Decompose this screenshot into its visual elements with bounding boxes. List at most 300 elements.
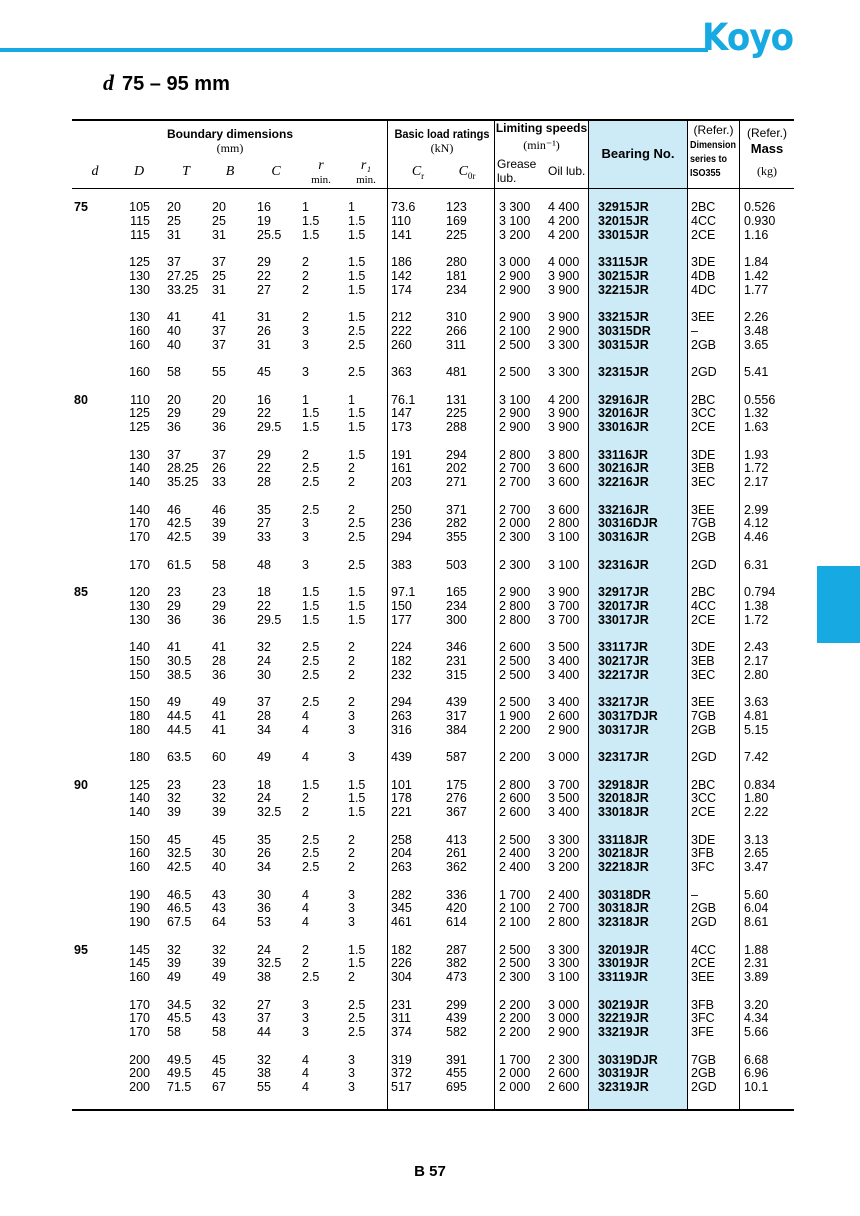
cell-Cr: 374 [391, 1025, 412, 1039]
cell-r1: 2 [348, 832, 355, 847]
cell-C0r: 473 [446, 970, 467, 984]
cell-mass: 1.42 [744, 268, 769, 283]
cell-grease: 2 500 [499, 337, 531, 352]
cell-mass: 1.77 [744, 282, 769, 297]
cell-bearing: 32216JR [598, 475, 649, 489]
cell-B: 30 [212, 846, 226, 861]
cell-oil: 3 000 [548, 1011, 580, 1026]
cell-r1: 2 [348, 502, 355, 517]
cell-T: 46.5 [167, 901, 192, 916]
cell-r1: 3 [348, 722, 355, 737]
cell-grease: 2 300 [499, 530, 531, 544]
cell-bearing: 30315DR [598, 323, 651, 338]
cell-grease: 2 900 [499, 268, 531, 283]
cell-C0r: 131 [446, 392, 467, 407]
cell-C0r: 311 [446, 337, 466, 352]
cell-B: 41 [212, 708, 226, 723]
cell-oil: 4 400 [548, 200, 580, 214]
cell-mass: 0.556 [744, 392, 776, 407]
cell-dim-series: 3FB [691, 997, 714, 1012]
cell-grease: 2 900 [499, 420, 531, 434]
cell-oil: 2 800 [548, 915, 580, 929]
cell-bearing: 32317JR [598, 750, 649, 764]
cell-grease: 2 200 [499, 1025, 531, 1039]
cell-C0r: 282 [446, 516, 467, 531]
cell-grease: 2 800 [499, 598, 531, 613]
cell-r1: 1.5 [348, 942, 366, 957]
cell-mass: 0.834 [744, 777, 776, 792]
cell-oil: 3 300 [548, 956, 580, 971]
cell-C0r: 420 [446, 901, 467, 916]
cell-T: 29 [167, 598, 181, 613]
cell-C0r: 455 [446, 1066, 467, 1081]
cell-Cr: 258 [391, 832, 412, 847]
cell-bearing: 32218JR [598, 860, 649, 874]
cell-grease: 2 700 [499, 475, 531, 489]
cell-grease: 2 100 [499, 915, 531, 929]
cell-oil: 2 600 [548, 1080, 580, 1094]
cell-grease: 2 400 [499, 860, 531, 874]
cell-r: 3 [302, 1025, 309, 1039]
cell-grease: 1 900 [499, 708, 531, 723]
cell-B: 39 [212, 530, 226, 544]
cell-dim-series: 2GD [691, 365, 717, 379]
cell-oil: 3 600 [548, 461, 580, 476]
cell-dim-series: 7GB [691, 1052, 717, 1067]
title-symbol: d [103, 70, 114, 95]
cell-T: 58 [167, 365, 181, 379]
cell-r: 2 [302, 255, 309, 269]
cell-oil: 3 900 [548, 310, 580, 324]
cell-mass: 2.99 [744, 502, 769, 517]
cell-D: 125 [129, 777, 150, 792]
cell-C: 22 [257, 461, 271, 476]
cell-dim-series: 2GB [691, 722, 717, 737]
cell-B: 58 [212, 557, 226, 572]
cell-grease: 2 200 [499, 750, 531, 764]
cell-D: 110 [130, 392, 150, 407]
cell-D: 140 [129, 475, 150, 489]
cell-mass: 6.04 [744, 901, 769, 916]
cell-dim-series: 2GD [691, 557, 717, 572]
cell-D: 130 [129, 268, 150, 283]
cell-grease: 2 300 [499, 970, 531, 984]
cell-r1: 3 [348, 750, 355, 764]
cell-oil: 3 200 [548, 846, 580, 861]
cell-Cr: 304 [391, 970, 412, 984]
cell-C: 30 [257, 667, 271, 682]
cell-bearing: 33015JR [598, 227, 649, 242]
cell-r: 4 [302, 887, 309, 902]
cell-bearing: 30216JR [598, 461, 649, 476]
cell-C0r: 225 [446, 406, 467, 421]
cell-r1: 1.5 [348, 268, 366, 283]
cell-dim-series: 3CC [691, 406, 717, 421]
cell-T: 23 [167, 585, 181, 599]
cell-B: 25 [212, 268, 226, 283]
header-r1-min: min. [356, 174, 376, 186]
cell-dim-series: 4CC [691, 942, 717, 957]
cell-Cr: 316 [391, 722, 412, 737]
title-range: 75 – 95 mm [122, 73, 230, 95]
cell-dim-series: 3EB [691, 461, 715, 476]
cell-oil: 2 400 [548, 887, 580, 902]
cell-r1: 1.5 [348, 585, 366, 599]
cell-B: 29 [212, 406, 226, 421]
cell-r: 2.5 [302, 695, 320, 709]
cell-r1: 2.5 [348, 530, 366, 544]
cell-mass: 3.13 [744, 832, 769, 847]
cell-C: 27 [257, 282, 271, 297]
cell-oil: 3 400 [548, 653, 580, 668]
cell-mass: 1.63 [744, 420, 769, 434]
cell-D: 130 [129, 598, 150, 613]
cell-grease: 2 000 [499, 516, 531, 531]
cell-T: 46 [167, 502, 181, 517]
cell-Cr: 226 [391, 956, 412, 971]
page-title [103, 70, 230, 96]
cell-B: 23 [212, 777, 226, 792]
cell-T: 63.5 [167, 750, 192, 764]
cell-r: 3 [302, 323, 309, 338]
cell-D: 190 [129, 901, 150, 916]
cell-dim-series: 2BC [691, 585, 716, 599]
cell-r1: 1.5 [348, 956, 366, 971]
cell-r: 1 [302, 392, 309, 407]
cell-C0r: 367 [446, 805, 467, 819]
cell-mass: 2.80 [744, 667, 769, 682]
cell-grease: 2 700 [499, 502, 531, 517]
cell-Cr: 461 [391, 915, 412, 929]
cell-r: 1.5 [302, 777, 320, 792]
cell-r: 2 [302, 791, 309, 806]
cell-D: 140 [129, 640, 150, 654]
cell-dim-series: 2GD [691, 1080, 717, 1094]
cell-D: 190 [129, 887, 150, 902]
cell-grease: 1 700 [499, 887, 531, 902]
cell-oil: 3 100 [548, 970, 580, 984]
cell-r: 2.5 [302, 860, 320, 874]
cell-D: 140 [129, 461, 150, 476]
cell-grease: 2 900 [499, 282, 531, 297]
cell-C: 27 [257, 516, 271, 531]
cell-r1: 2.5 [348, 365, 366, 379]
page-number: B 57 [414, 1163, 446, 1180]
cell-C0r: 439 [446, 1011, 467, 1026]
cell-grease: 2 200 [499, 722, 531, 737]
header-refer-2: (Refer.) [746, 126, 787, 140]
cell-mass: 6.31 [744, 557, 769, 572]
cell-r1: 1.5 [348, 791, 366, 806]
cell-dim-series: 3EE [691, 970, 715, 984]
cell-C: 38 [257, 1066, 271, 1081]
cell-oil: 3 300 [548, 365, 580, 379]
cell-r1: 1.5 [348, 255, 366, 269]
cell-r1: 1.5 [348, 227, 366, 242]
cell-T: 44.5 [167, 722, 192, 737]
cell-D: 115 [130, 213, 150, 228]
cell-oil: 3 900 [548, 585, 580, 599]
cell-dim-series: 2BC [691, 777, 716, 792]
cell-bearing: 33019JR [598, 956, 649, 971]
cell-C0r: 317 [446, 708, 467, 723]
cell-r: 2.5 [302, 667, 320, 682]
cell-Cr: 178 [391, 791, 412, 806]
cell-dim-series: 7GB [691, 708, 717, 723]
cell-D: 125 [129, 406, 150, 421]
cell-T: 32.5 [167, 846, 192, 861]
cell-d: 90 [74, 777, 88, 792]
header-min1: (min⁻¹) [523, 138, 560, 152]
cell-D: 130 [129, 310, 150, 324]
cell-grease: 2 800 [499, 447, 531, 462]
cell-mass: 4.34 [744, 1011, 769, 1026]
cell-B: 29 [212, 598, 226, 613]
cell-C: 44 [257, 1025, 271, 1039]
cell-T: 44.5 [167, 708, 192, 723]
cell-T: 33.25 [167, 282, 199, 297]
cell-C0r: 371 [446, 502, 467, 517]
cell-Cr: 161 [391, 461, 412, 476]
cell-r: 4 [302, 915, 309, 929]
cell-bearing: 30318JR [598, 901, 649, 916]
cell-D: 145 [129, 956, 150, 971]
cell-r: 1.5 [302, 213, 320, 228]
cell-Cr: 173 [391, 420, 412, 434]
cell-C: 32.5 [257, 805, 282, 819]
cell-dim-series: 3DE [691, 255, 716, 269]
cell-C: 22 [257, 406, 271, 421]
cell-D: 150 [129, 653, 150, 668]
cell-dim-series: 3EE [691, 502, 715, 517]
cell-dim-series: 3EB [691, 653, 715, 668]
cell-grease: 2 200 [499, 1011, 531, 1026]
cell-C0r: 276 [446, 791, 467, 806]
cell-Cr: 383 [391, 557, 412, 572]
cell-mass: 1.32 [744, 406, 769, 421]
cell-D: 150 [129, 667, 150, 682]
cell-bearing: 30318DR [598, 887, 651, 902]
cell-r: 1.5 [302, 612, 320, 627]
cell-grease: 2 900 [499, 310, 531, 324]
cell-C0r: 299 [446, 997, 467, 1012]
cell-r: 2 [302, 282, 309, 297]
cell-oil: 2 900 [548, 722, 580, 737]
cell-r: 1.5 [302, 227, 320, 242]
cell-dim-series: 3DE [691, 447, 716, 462]
cell-C0r: 614 [446, 915, 467, 929]
cell-C: 16 [257, 392, 271, 407]
cell-B: 36 [212, 420, 226, 434]
cell-C: 45 [257, 365, 271, 379]
cell-T: 37 [167, 255, 181, 269]
cell-oil: 2 700 [548, 901, 580, 916]
cell-C0r: 234 [446, 282, 467, 297]
cell-r1: 3 [348, 887, 355, 902]
cell-oil: 3 400 [548, 805, 580, 819]
cell-oil: 3 400 [548, 695, 580, 709]
cell-C0r: 310 [446, 310, 467, 324]
cell-Cr: 191 [391, 447, 412, 462]
cell-Cr: 439 [391, 750, 412, 764]
cell-C: 27 [257, 997, 271, 1012]
cell-dim-series: 3FE [691, 1025, 714, 1039]
cell-bearing: 33017JR [598, 612, 649, 627]
cell-mass: 8.61 [744, 915, 769, 929]
cell-bearing: 30316JR [598, 530, 649, 544]
cell-mass: 5.60 [744, 887, 769, 902]
cell-B: 55 [212, 365, 226, 379]
cell-r: 4 [302, 708, 309, 723]
cell-C0r: 181 [446, 268, 467, 283]
cell-oil: 3 500 [548, 791, 580, 806]
cell-B: 31 [212, 227, 226, 242]
cell-B: 37 [212, 323, 226, 338]
cell-C0r: 288 [446, 420, 467, 434]
header-mass: Mass [750, 141, 784, 156]
cell-C0r: 261 [446, 846, 467, 861]
cell-dim-series: 2CE [691, 227, 716, 242]
cell-oil: 3 300 [548, 832, 580, 847]
cell-r1: 3 [348, 915, 355, 929]
cell-T: 42.5 [167, 516, 192, 531]
cell-C: 48 [257, 557, 271, 572]
cell-r: 3 [302, 557, 309, 572]
cell-Cr: 150 [391, 598, 412, 613]
cell-r1: 1.5 [348, 282, 366, 297]
cell-grease: 2 200 [499, 997, 531, 1012]
cell-C: 25.5 [257, 227, 282, 242]
cell-grease: 2 600 [499, 791, 531, 806]
cell-D: 125 [129, 420, 150, 434]
cell-B: 64 [212, 915, 226, 929]
cell-B: 39 [212, 956, 226, 971]
cell-T: 36 [167, 420, 181, 434]
cell-dim-series: 2GB [691, 1066, 717, 1081]
cell-mass: 5.15 [744, 722, 769, 737]
cell-T: 29 [167, 406, 181, 421]
cell-r: 4 [302, 1080, 309, 1094]
cell-T: 49.5 [167, 1066, 192, 1081]
cell-C: 29 [257, 255, 271, 269]
cell-D: 200 [129, 1052, 150, 1067]
cell-T: 46.5 [167, 887, 192, 902]
cell-bearing: 32916JR [598, 392, 649, 407]
cell-C: 34 [257, 860, 271, 874]
table-body [72, 119, 794, 1111]
cell-T: 39 [167, 956, 181, 971]
cell-grease: 1 700 [499, 1052, 531, 1067]
cell-C0r: 362 [446, 860, 467, 874]
cell-Cr: 231 [391, 997, 412, 1012]
cell-oil: 3 900 [548, 406, 580, 421]
cell-r1: 3 [348, 901, 355, 916]
cell-T: 27.25 [167, 268, 199, 283]
cell-dim-series: 4DC [691, 282, 717, 297]
cell-r1: 1.5 [348, 406, 366, 421]
header-B: B [225, 164, 235, 179]
cell-oil: 2 600 [548, 708, 580, 723]
cell-D: 160 [129, 365, 150, 379]
cell-C0r: 266 [446, 323, 467, 338]
cell-Cr: 141 [391, 227, 412, 242]
cell-grease: 2 500 [499, 365, 531, 379]
cell-r: 2 [302, 310, 309, 324]
cell-Cr: 363 [391, 365, 412, 379]
cell-r: 2.5 [302, 502, 320, 517]
cell-bearing: 30317JR [598, 722, 649, 737]
cell-oil: 3 300 [548, 337, 580, 352]
cell-oil: 4 200 [548, 227, 580, 242]
cell-B: 32 [212, 997, 226, 1012]
cell-oil: 3 800 [548, 447, 580, 462]
cell-r: 1.5 [302, 585, 320, 599]
header-mm: (mm) [216, 141, 244, 155]
cell-D: 170 [129, 557, 150, 572]
cell-r1: 3 [348, 708, 355, 723]
cell-B: 60 [212, 750, 226, 764]
cell-mass: 3.48 [744, 323, 769, 338]
header-C0r: $C_{0r}$ [458, 164, 476, 181]
cell-D: 170 [129, 1011, 150, 1026]
cell-C: 16 [257, 200, 271, 214]
cell-C0r: 355 [446, 530, 467, 544]
cell-C0r: 294 [446, 447, 467, 462]
cell-oil: 2 800 [548, 516, 580, 531]
header-kg: (kg) [757, 164, 777, 178]
cell-dim-series: 2GD [691, 915, 717, 929]
cell-r1: 2.5 [348, 516, 366, 531]
cell-Cr: 97.1 [391, 585, 416, 599]
cell-C: 28 [257, 475, 271, 489]
cell-B: 49 [212, 970, 226, 984]
cell-oil: 3 100 [548, 530, 580, 544]
cell-T: 20 [167, 392, 181, 407]
cell-r: 1.5 [302, 406, 320, 421]
cell-mass: 2.17 [744, 475, 769, 489]
cell-mass: 6.68 [744, 1052, 769, 1067]
cell-D: 180 [129, 750, 150, 764]
cell-dim-series: 3EC [691, 667, 716, 682]
cell-T: 32 [167, 791, 181, 806]
cell-mass: 3.47 [744, 860, 769, 874]
cell-Cr: 204 [391, 846, 412, 861]
cell-dim-series: 2BC [691, 200, 716, 214]
cell-bearing: 32316JR [598, 557, 649, 572]
cell-D: 150 [129, 832, 150, 847]
cell-bearing: 33117JR [598, 640, 649, 654]
cell-mass: 1.38 [744, 598, 769, 613]
cell-grease: 2 500 [499, 653, 531, 668]
cell-grease: 2 500 [499, 832, 531, 847]
cell-dim-series: 2GB [691, 530, 717, 544]
cell-Cr: 110 [391, 213, 411, 228]
cell-bearing: 33219JR [598, 1025, 649, 1039]
cell-B: 37 [212, 255, 226, 269]
cell-T: 61.5 [167, 557, 192, 572]
cell-r1: 3 [348, 1052, 355, 1067]
cell-T: 58 [167, 1025, 181, 1039]
cell-D: 130 [129, 447, 150, 462]
cell-bearing: 32915JR [598, 200, 649, 214]
cell-C0r: 587 [446, 750, 467, 764]
cell-C: 31 [257, 337, 271, 352]
cell-bearing: 33116JR [598, 447, 649, 462]
cell-r: 4 [302, 1066, 309, 1081]
cell-r: 2.5 [302, 640, 320, 654]
cell-r1: 1.5 [348, 447, 366, 462]
cell-r1: 2.5 [348, 1025, 366, 1039]
